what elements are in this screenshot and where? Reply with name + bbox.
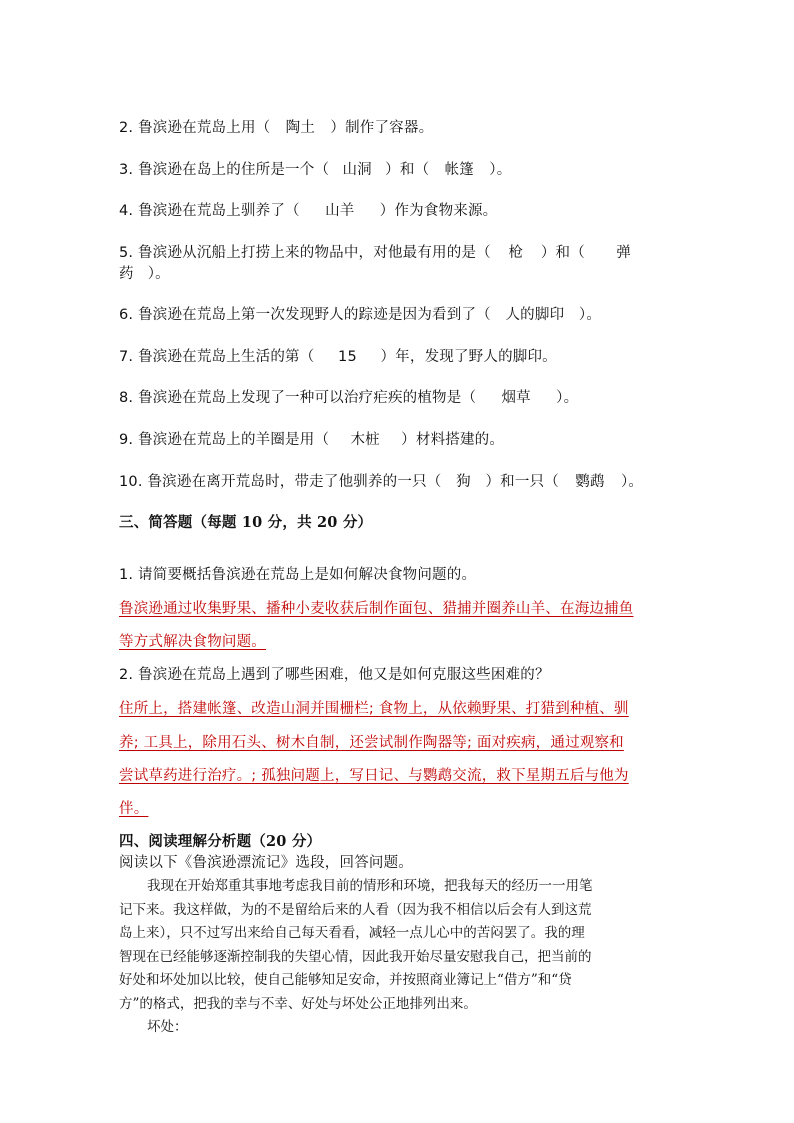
- fill-question-10: 10. 鲁滨逊在离开荒岛时，带走了他驯养的一只（ 狗 ）和一只（ 鹦鹉 ）。: [119, 474, 644, 490]
- answer-blank: 弹: [616, 245, 631, 261]
- answer-blank: 人的脚印: [505, 307, 565, 323]
- reading-intro: 阅读以下《鲁滨逊漂流记》选段，回答问题。: [119, 855, 413, 871]
- section-3-title: 三、简答题（每题 10 分，共 20 分）: [119, 514, 373, 531]
- short-question-1: 1. 请简要概括鲁滨逊在荒岛上是如何解决食物问题的。: [119, 567, 477, 583]
- fill-question-2: 2. 鲁滨逊在荒岛上用（ 陶土 ）制作了容器。: [119, 120, 434, 136]
- answer-blank: 木桩: [350, 432, 380, 448]
- fill-question-4: 4. 鲁滨逊在荒岛上驯养了（ 山羊 ）作为食物来源。: [119, 203, 498, 219]
- answer-blank: 陶土: [285, 120, 316, 136]
- fill-question-9: 9. 鲁滨逊在荒岛上的羊圈是用（ 木桩 ）材料搭建的。: [119, 432, 505, 448]
- answer-2-line-3: 尝试草药进行治疗。; 孤独问题上，写日记、与鹦鹉交流，救下星期五后与他为: [119, 768, 629, 784]
- fill-question-5-cont: 药 ）。: [119, 266, 170, 282]
- answer-blank: 山羊: [325, 203, 355, 219]
- fill-question-7: 7. 鲁滨逊在荒岛上生活的第（ 15 ）年，发现了野人的脚印。: [119, 349, 557, 365]
- answer-2-line-1: 住所上，搭建帐篷、改造山洞并围栅栏; 食物上，从依赖野果、打猎到种植、驯: [119, 701, 629, 717]
- bad-points-label: 坏处：: [147, 1019, 188, 1035]
- answer-blank: 帐篷: [444, 162, 474, 178]
- answer-blank: 烟草: [501, 390, 531, 406]
- answer-blank: 枪: [508, 245, 524, 261]
- section-4-title: 四、阅读理解分析题（20 分）: [119, 833, 322, 850]
- answer-blank: 山洞: [342, 162, 372, 178]
- fill-question-5: 5. 鲁滨逊从沉船上打捞上来的物品中，对他最有用的是（ 枪 ）和（ 弹: [119, 245, 631, 261]
- short-question-2: 2. 鲁滨逊在荒岛上遇到了哪些困难，他又是如何克服这些困难的？: [119, 667, 550, 683]
- fill-question-8: 8. 鲁滨逊在荒岛上发现了一种可以治疗疟疾的植物是（ 烟草 ）。: [119, 390, 579, 406]
- answer-2-line-4: 伴。: [119, 801, 149, 817]
- answer-blank: 狗: [456, 474, 471, 490]
- answer-2-line-2: 养; 工具上，除用石头、树木自制，还尝试制作陶器等; 面对疾病，通过观察和: [119, 735, 624, 751]
- answer-1-line-1: 鲁滨逊通过收集野果、播种小麦收获后制作面包、猎捕并圈养山羊、在海边捕鱼: [119, 601, 634, 617]
- reading-passage: 我现在开始郑重其事地考虑我目前的情形和环境，把我每天的经历一一用笔 记下来。我这样做，为的不是留给后来的人看（因为我不相信以后会有人到这荒 岛上来），只不过写出来给自己每天看看，减轻一点儿心中的苦闷罢了。我的理 智现在已经能够逐渐控制我的失望心情，因此我开始尽量安慰我自己，把当前的 好处和坏处加以比较，使自己能够知足安命，并按照商业簿记上“借方”和“贷 方”的格式，把我的幸与不幸、好处与坏处公正地排列出来。 坏处：: [119, 875, 679, 1040]
- answer-blank: 鹦鹉: [575, 474, 605, 490]
- fill-question-6: 6. 鲁滨逊在荒岛上第一次发现野人的踪迹是因为看到了（ 人的脚印 ）。: [119, 307, 602, 323]
- answer-1-line-2: 等方式解决食物问题。: [119, 634, 266, 650]
- answer-blank: 15: [338, 349, 357, 365]
- fill-question-3: 3. 鲁滨逊在岛上的住所是一个（ 山洞 ）和（ 帐篷 ）。: [119, 162, 512, 178]
